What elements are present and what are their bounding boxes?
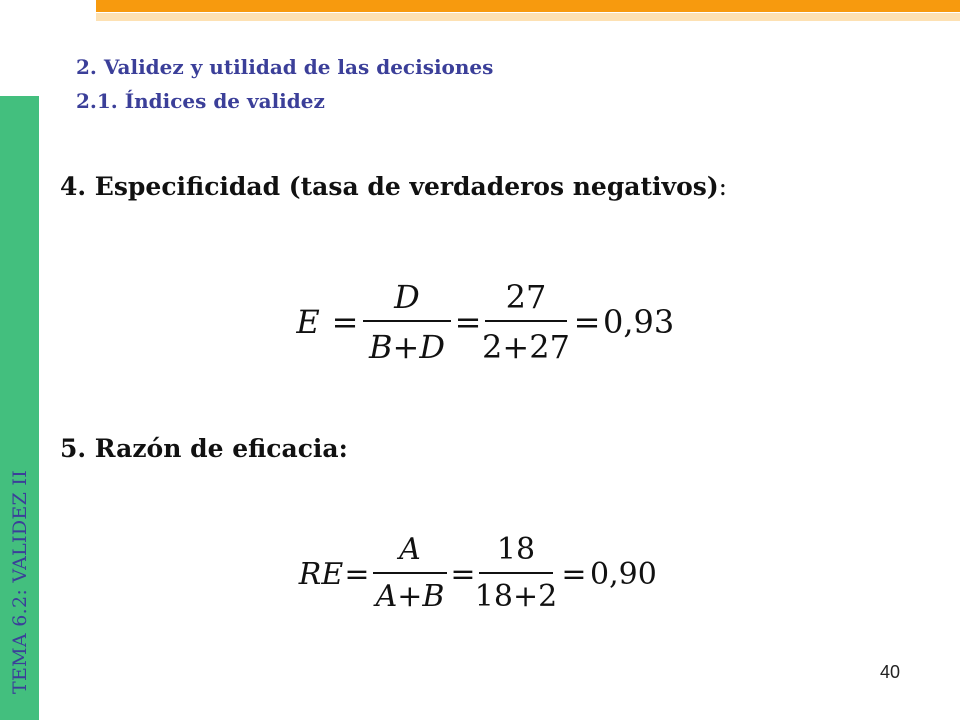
formula-e-frac1-num: D: [394, 278, 420, 316]
slide-heading-section: 2. Validez y utilidad de las decisiones: [76, 55, 494, 79]
formula-re-frac1-den: A+B: [375, 579, 445, 614]
formula-re-frac1-num: A: [399, 532, 421, 567]
formula-re-eq3: =: [561, 557, 587, 592]
formula-e-eq2: =: [454, 303, 482, 341]
formula-razon-eficacia: [296, 530, 666, 620]
formula-re-lhs: RE: [298, 557, 344, 592]
slide-heading-subsection: 2.1. Índices de validez: [76, 89, 325, 113]
page-number: 40: [880, 662, 901, 682]
section-especificidad-title: [60, 172, 727, 201]
top-accent-bar-light: [96, 13, 960, 21]
formula-especificidad: [290, 272, 680, 372]
section-especificidad-text: 4. Especificidad (tasa de verdaderos negativos): [60, 172, 719, 201]
formula-re-result: 0,90: [590, 557, 657, 592]
top-accent-bar: [96, 0, 960, 12]
formula-e-lhs: E: [296, 303, 320, 341]
formula-e-frac2-num: 27: [505, 278, 547, 316]
formula-e-eq3: =: [573, 303, 601, 341]
formula-re-eq2: =: [450, 557, 476, 592]
formula-e-result: 0,93: [603, 303, 675, 341]
section-especificidad-colon: :: [718, 172, 728, 201]
formula-re-frac2-den: 18+2: [474, 579, 558, 614]
formula-re-eq1: =: [344, 557, 370, 592]
formula-e-frac2-den: 2+27: [482, 328, 570, 366]
side-topic-label: TEMA 6.2: VALIDEZ II: [9, 469, 31, 695]
formula-e-eq1: =: [331, 303, 359, 341]
formula-re-frac2-num: 18: [496, 532, 536, 567]
section-razon-eficacia-title: 5. Razón de eficacia:: [60, 434, 348, 463]
formula-e-frac1-den: B+D: [369, 328, 445, 366]
